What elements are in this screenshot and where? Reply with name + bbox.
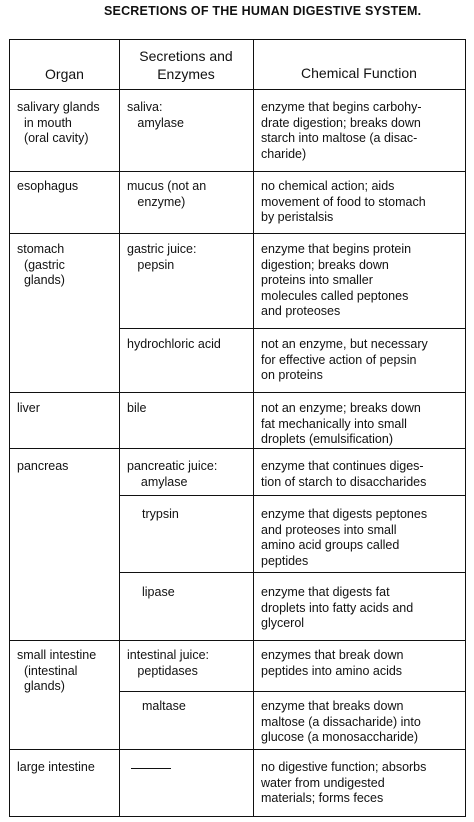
secretion-cell: intestinal juice: peptidases	[127, 648, 209, 678]
column-divider-2	[253, 40, 254, 816]
function-cell: enzyme that digests peptones and proteoses into small amino acid groups called peptides	[261, 507, 428, 568]
header-secretions: Secretions and Enzymes	[139, 48, 233, 82]
organ-cell: large intestine	[17, 760, 95, 774]
row-divider	[10, 749, 465, 750]
function-cell: enzyme that digests fat droplets into fatty acids and glycerol	[261, 585, 414, 630]
secretion-cell: pancreatic juice: amylase	[127, 459, 218, 489]
secretion-cell: gastric juice: pepsin	[127, 242, 197, 272]
organ-cell: liver	[17, 401, 40, 415]
sub-row-divider	[119, 691, 465, 692]
secretions-table	[9, 39, 466, 817]
organ-cell: esophagus	[17, 179, 79, 193]
sub-row-divider	[119, 572, 465, 573]
function-cell: no digestive function; absorbs water from undigested materials; forms feces	[261, 760, 427, 805]
organ-cell: stomach (gastric glands)	[17, 242, 65, 287]
secretion-cell: mucus (not an enzyme)	[127, 179, 207, 209]
header-underline	[10, 89, 465, 90]
organ-cell: pancreas	[17, 459, 69, 473]
header-function: Chemical Function	[301, 65, 417, 81]
secretion-cell: lipase	[142, 585, 175, 599]
column-divider-1	[119, 40, 120, 816]
row-divider	[10, 233, 465, 234]
header-organ: Organ	[45, 66, 84, 82]
document-title: SECRETIONS OF THE HUMAN DIGESTIVE SYSTEM.	[104, 4, 422, 18]
function-cell: enzyme that begins protein digestion; breaks down proteins into smaller molecules called peptones and proteoses	[261, 242, 412, 318]
function-cell: enzyme that breaks down maltose (a dissacharide) into glucose (a monosaccharide)	[261, 699, 421, 744]
no-secretion-dash	[131, 768, 171, 769]
function-cell: no chemical action; aids movement of food to stomach by peristalsis	[261, 179, 426, 224]
organ-cell: salivary glands in mouth (oral cavity)	[17, 100, 100, 145]
row-divider	[10, 448, 465, 449]
row-divider	[10, 171, 465, 172]
secretion-cell: saliva: amylase	[127, 100, 184, 130]
secretion-cell: trypsin	[142, 507, 179, 521]
secretion-cell: bile	[127, 401, 147, 415]
row-divider	[10, 392, 465, 393]
function-cell: not an enzyme, but necessary for effective action of pepsin on proteins	[261, 337, 428, 382]
function-cell: enzymes that break down peptides into amino acids	[261, 648, 404, 678]
secretion-cell: hydrochloric acid	[127, 337, 221, 351]
secretion-cell: maltase	[142, 699, 186, 713]
function-cell: not an enzyme; breaks down fat mechanically into small droplets (emulsification)	[261, 401, 421, 446]
sub-row-divider	[119, 328, 465, 329]
sub-row-divider	[119, 495, 465, 496]
row-divider	[10, 640, 465, 641]
function-cell: enzyme that begins carbohy- drate digestion; breaks down starch into maltose (a disac- charide)	[261, 100, 422, 161]
function-cell: enzyme that continues diges- tion of starch to disaccharides	[261, 459, 427, 489]
organ-cell: small intestine (intestinal glands)	[17, 648, 97, 693]
